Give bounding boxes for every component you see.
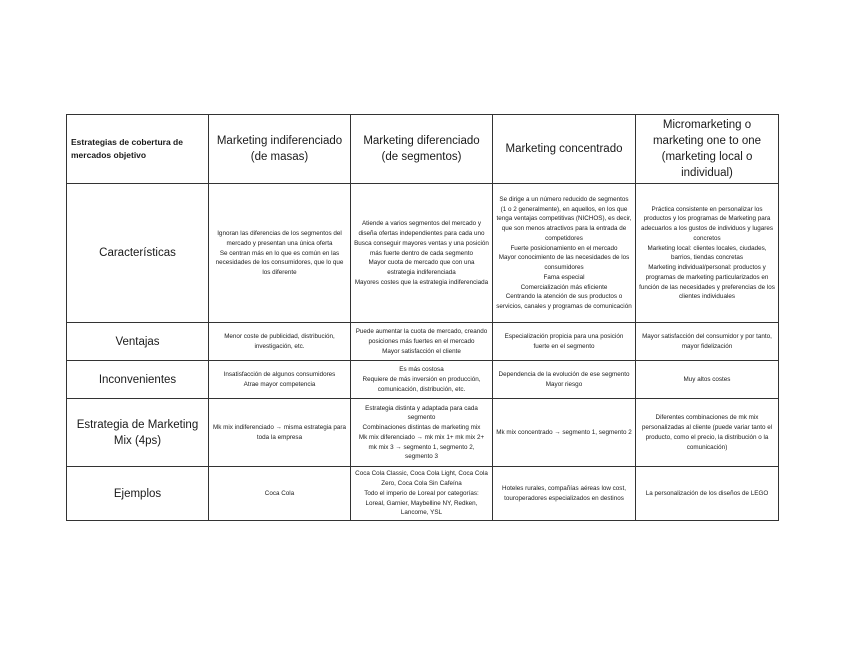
cell-mix-diferenciado	[351, 399, 493, 467]
cell-line: Se dirige a un número reducido de segmentos (1 o 2 generalmente), en aquellos, en los que tenga ventajas competitivas (NICHOS), es decir, que son menos atractivos para la entrada de competidores	[496, 195, 632, 242]
cell-line: Atrae mayor competencia	[243, 380, 316, 388]
cell-line: Marketing individual/personal: productos y programas de marketing particularizados en función de las necesidades y preferencias de los clientes individuales	[639, 264, 775, 301]
cell-line: Mayor satisfacción del consumidor y por tanto, mayor fidelización	[642, 333, 772, 350]
row-header-ventajas: Ventajas	[67, 323, 209, 361]
cell-line: Mk mix concentrado → segmento 1, segmento 2	[496, 429, 632, 436]
cell-line: Menor coste de publicidad, distribución, investigación, etc.	[224, 333, 335, 350]
row-header-caracteristicas: Características	[67, 184, 209, 323]
cell-line: Mayor cuota de mercado que con una estrategia indiferenciada	[368, 259, 475, 276]
cell-line: Coca Cola Classic, Coca Cola Light, Coca Cola Zero, Coca Cola Sin Cafeína	[355, 470, 488, 488]
column-header-indiferenciado: Marketing indiferenciado (de masas)	[209, 115, 351, 184]
cell-ejemplos-indiferenciado	[209, 467, 351, 521]
cell-ventajas-micromarketing	[636, 323, 779, 361]
cell-ventajas-indiferenciado	[209, 323, 351, 361]
cell-line: Fuerte posicionamiento en el mercado	[510, 244, 618, 252]
cell-line: Práctica consistente en personalizar los productos y los programas de Marketing para adecuarlos a los gustos de individuos y lugares concretos	[641, 205, 773, 242]
cell-caracteristicas-micromarketing	[636, 184, 779, 323]
cell-caracteristicas-indiferenciado	[209, 184, 351, 323]
cell-inconvenientes-diferenciado	[351, 361, 493, 399]
column-header-micromarketing: Micromarketing o marketing one to one (marketing local o individual)	[636, 115, 779, 184]
cell-mix-indiferenciado	[209, 399, 351, 467]
cell-inconvenientes-micromarketing	[636, 361, 779, 399]
cell-caracteristicas-diferenciado	[351, 184, 493, 323]
cell-ejemplos-concentrado	[493, 467, 636, 521]
column-header-diferenciado: Marketing diferenciado (de segmentos)	[351, 115, 493, 184]
cell-line: Mayor conocimiento de las necesidades de los consumidores	[498, 254, 630, 272]
cell-line: Comercialización más eficiente	[520, 283, 608, 291]
cell-ejemplos-diferenciado	[351, 467, 493, 521]
cell-line: Combinaciones distintas de marketing mix	[362, 424, 481, 432]
cell-line: Mk mix diferenciado → mk mix 1+ mk mix 2+ mk mix 3 → segmento 1, segmento 2, segmento 3	[358, 433, 485, 461]
cell-line: Puede aumentar la cuota de mercado, creando posiciones más fuertes en el mercado	[355, 328, 488, 345]
cell-line: Es más costosa	[399, 366, 444, 374]
cell-line: Centrando la atención de sus productos o servicios, canales y programas de comunicación	[496, 293, 632, 311]
cell-caracteristicas-concentrado	[493, 184, 636, 323]
cell-line: Insatisfacción de algunos consumidores	[223, 371, 336, 379]
table-row-ventajas	[67, 323, 779, 361]
cell-line: Coca Cola	[264, 489, 295, 497]
cell-ventajas-concentrado	[493, 323, 636, 361]
table-row-estrategia-mix	[67, 399, 779, 467]
row-header-inconvenientes: Inconvenientes	[67, 361, 209, 399]
cell-line: La personalización de los diseños de LEGO	[645, 489, 769, 497]
cell-line: Fama especial	[543, 273, 585, 281]
cell-line: Ignoran las diferencias de los segmentos del mercado y presentan una única oferta	[217, 230, 342, 247]
cell-line: Marketing local: clientes locales, ciudades, barrios, tiendas concretas	[647, 244, 767, 262]
cell-line: Mayor riesgo	[545, 380, 583, 388]
cell-line: Diferentes combinaciones de mk mix personalizadas al cliente (puede variar tanto el producto, como el precio, la distribución o la comunicación)	[641, 414, 773, 451]
cell-mix-micromarketing	[636, 399, 779, 467]
cell-line: Busca conseguir mayores ventas y una posición más fuerte dentro de cada segmento	[354, 239, 489, 257]
table-row-caracteristicas	[67, 184, 779, 323]
table-row-inconvenientes	[67, 361, 779, 399]
table-row-ejemplos	[67, 467, 779, 521]
cell-ejemplos-micromarketing	[636, 467, 779, 521]
marketing-strategies-table	[66, 114, 779, 521]
cell-line: Se centran más en lo que es común en las necesidades de los consumidores, que lo que los diferente	[215, 249, 344, 276]
header-row	[67, 115, 779, 184]
cell-inconvenientes-concentrado	[493, 361, 636, 399]
cell-line: Mk mix indiferenciado → misma estrategia para toda la empresa	[213, 424, 346, 441]
cell-line: Estrategia distinta y adaptada para cada segmento	[365, 404, 478, 422]
cell-line: Todo el imperio de Loreal por categorías: Loreal, Garnier, Maybelline NY, Redken, Lancome, YSL	[364, 489, 479, 517]
cell-line: Atiende a varios segmentos del mercado y diseña ofertas independientes para cada uno	[358, 220, 485, 237]
cell-line: Mayor satisfacción el cliente	[382, 347, 461, 355]
column-header-concentrado: Marketing concentrado	[493, 115, 636, 184]
row-header-estrategia-mix: Estrategia de Marketing Mix (4ps)	[67, 399, 209, 467]
cell-line: Dependencia de la evolución de ese segmento	[498, 371, 630, 379]
row-header-ejemplos: Ejemplos	[67, 467, 209, 521]
cell-line: Requiere de más inversión en producción, comunicación, distribución, etc.	[362, 376, 481, 393]
cell-inconvenientes-indiferenciado	[209, 361, 351, 399]
corner-header: Estrategias de cobertura de mercados objetivo	[67, 115, 209, 184]
cell-ventajas-diferenciado	[351, 323, 493, 361]
cell-line: Hoteles rurales, compañías aéreas low cost, touroperadores especializados en destinos	[502, 485, 626, 502]
cell-mix-concentrado	[493, 399, 636, 467]
cell-line: Muy altos costes	[683, 376, 731, 383]
cell-line: Mayores costes que la estrategia indiferenciada	[354, 278, 489, 286]
cell-line: Especialización propicia para una posición fuerte en el segmento	[504, 333, 624, 350]
